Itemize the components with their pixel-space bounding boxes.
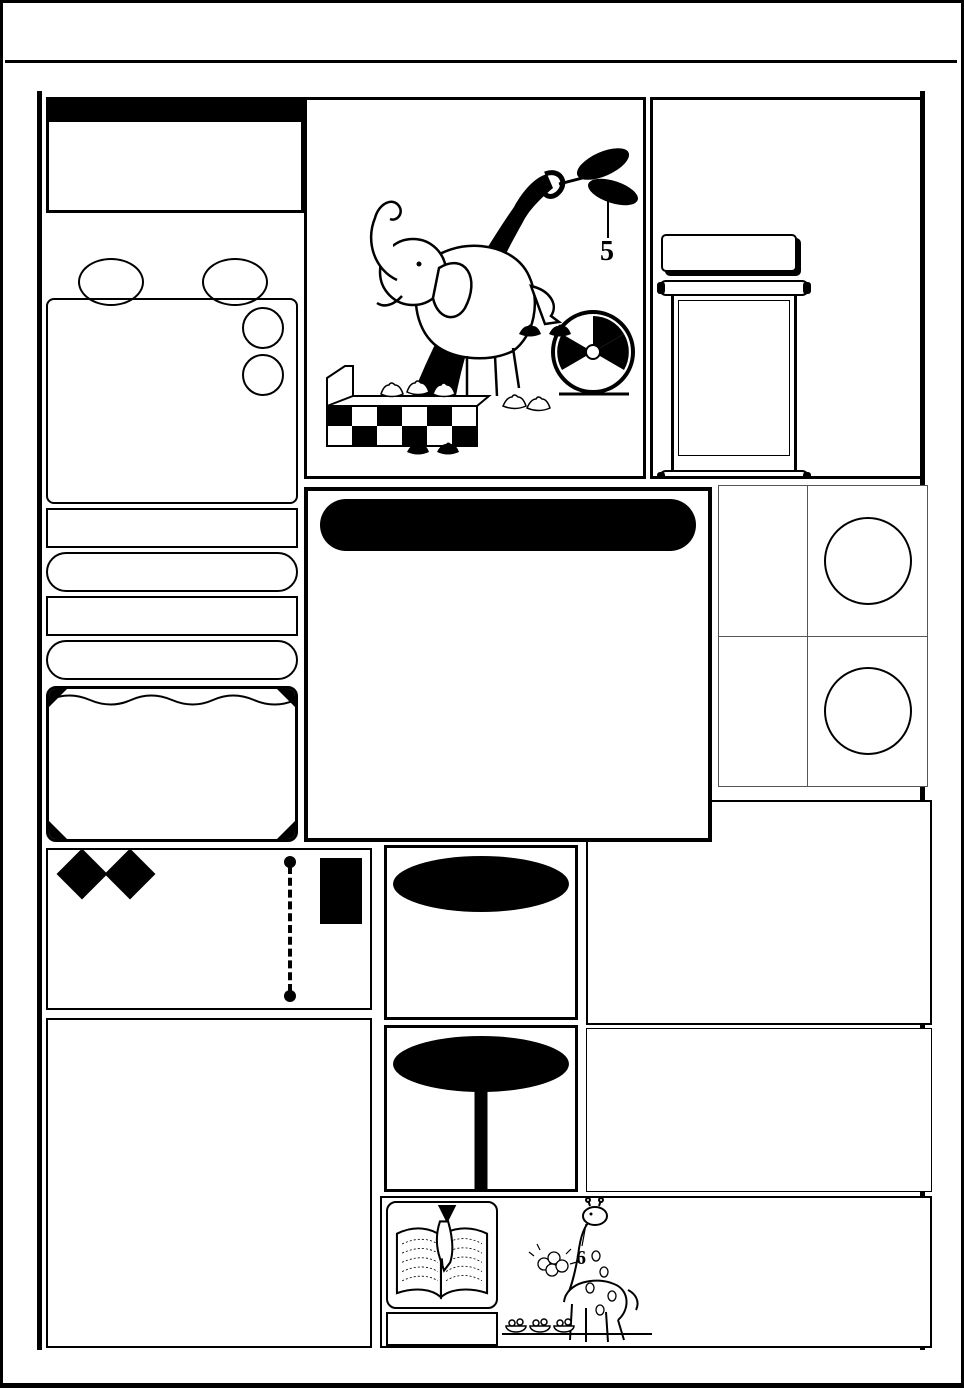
main-title-panel (650, 97, 925, 479)
congrats-box (46, 848, 372, 1010)
seek-chart-label (661, 234, 797, 272)
corner-decoration (276, 688, 296, 708)
corner-decoration (48, 820, 68, 840)
scroll-roller-top (659, 280, 809, 296)
scroll-poem (659, 280, 809, 474)
giraffe-illustration (500, 1198, 658, 1346)
special-code-text (56, 302, 288, 452)
diamond-char (105, 849, 156, 900)
marksix-strip-right (927, 92, 961, 1348)
total-open-banner (393, 856, 569, 912)
offer-number (242, 354, 284, 396)
marksix-strip-top (4, 62, 958, 90)
lucky-range-row (46, 640, 298, 680)
corner-decoration (276, 820, 296, 840)
lucky-zodiac-row (46, 552, 298, 592)
content-border-left (37, 91, 42, 1350)
scroll-body (671, 296, 797, 470)
decode-box (380, 1196, 932, 1348)
zodiac-puzzle-box (46, 1018, 372, 1348)
congrats-title-row (58, 856, 360, 892)
hot-weak-table-title (49, 100, 301, 122)
scroll-roller-bottom (659, 470, 809, 479)
decode-body (658, 1198, 930, 1346)
appearance-count-box (718, 485, 928, 787)
special-open-box (384, 1025, 578, 1192)
computer-analysis-box (304, 487, 712, 842)
divider-bar (475, 1080, 488, 1192)
analysis-banner (320, 499, 696, 551)
offer-number (242, 307, 284, 349)
marksix-strip-left (2, 92, 36, 1348)
page-edge-bottom (0, 1383, 964, 1388)
scroll-inner-panel (678, 300, 790, 456)
wave-divider (49, 691, 295, 707)
contribution-box (46, 686, 298, 842)
masthead (5, 3, 957, 63)
lucky-special-row (46, 508, 298, 548)
tip-label (320, 858, 362, 924)
elephant-scene-illustration (307, 100, 643, 476)
decoder-icon-column (382, 1198, 500, 1346)
treasure-picture-box (304, 97, 646, 479)
special-open-banner (393, 1036, 569, 1092)
svg-text:6: 6 (576, 1247, 586, 1269)
appearance-number (824, 517, 912, 605)
decoder-label (386, 1312, 498, 1346)
lucky-color-row (46, 596, 298, 636)
special-code-box (46, 298, 298, 504)
svg-text:5: 5 (600, 236, 614, 267)
dashed-divider (288, 866, 292, 992)
appearance-number (824, 667, 912, 755)
diamond-char (57, 849, 108, 900)
corner-decoration (48, 688, 68, 708)
hot-weak-table-box (46, 97, 304, 213)
appearance-labels (719, 486, 808, 636)
appearance-cell (719, 637, 927, 787)
appearance-labels (719, 637, 808, 787)
book-hand-icon (386, 1201, 498, 1309)
special-code-offer (242, 302, 284, 452)
appearance-cell (719, 486, 927, 637)
total-open-box (384, 845, 578, 1020)
special-analysis-box (586, 1028, 932, 1192)
